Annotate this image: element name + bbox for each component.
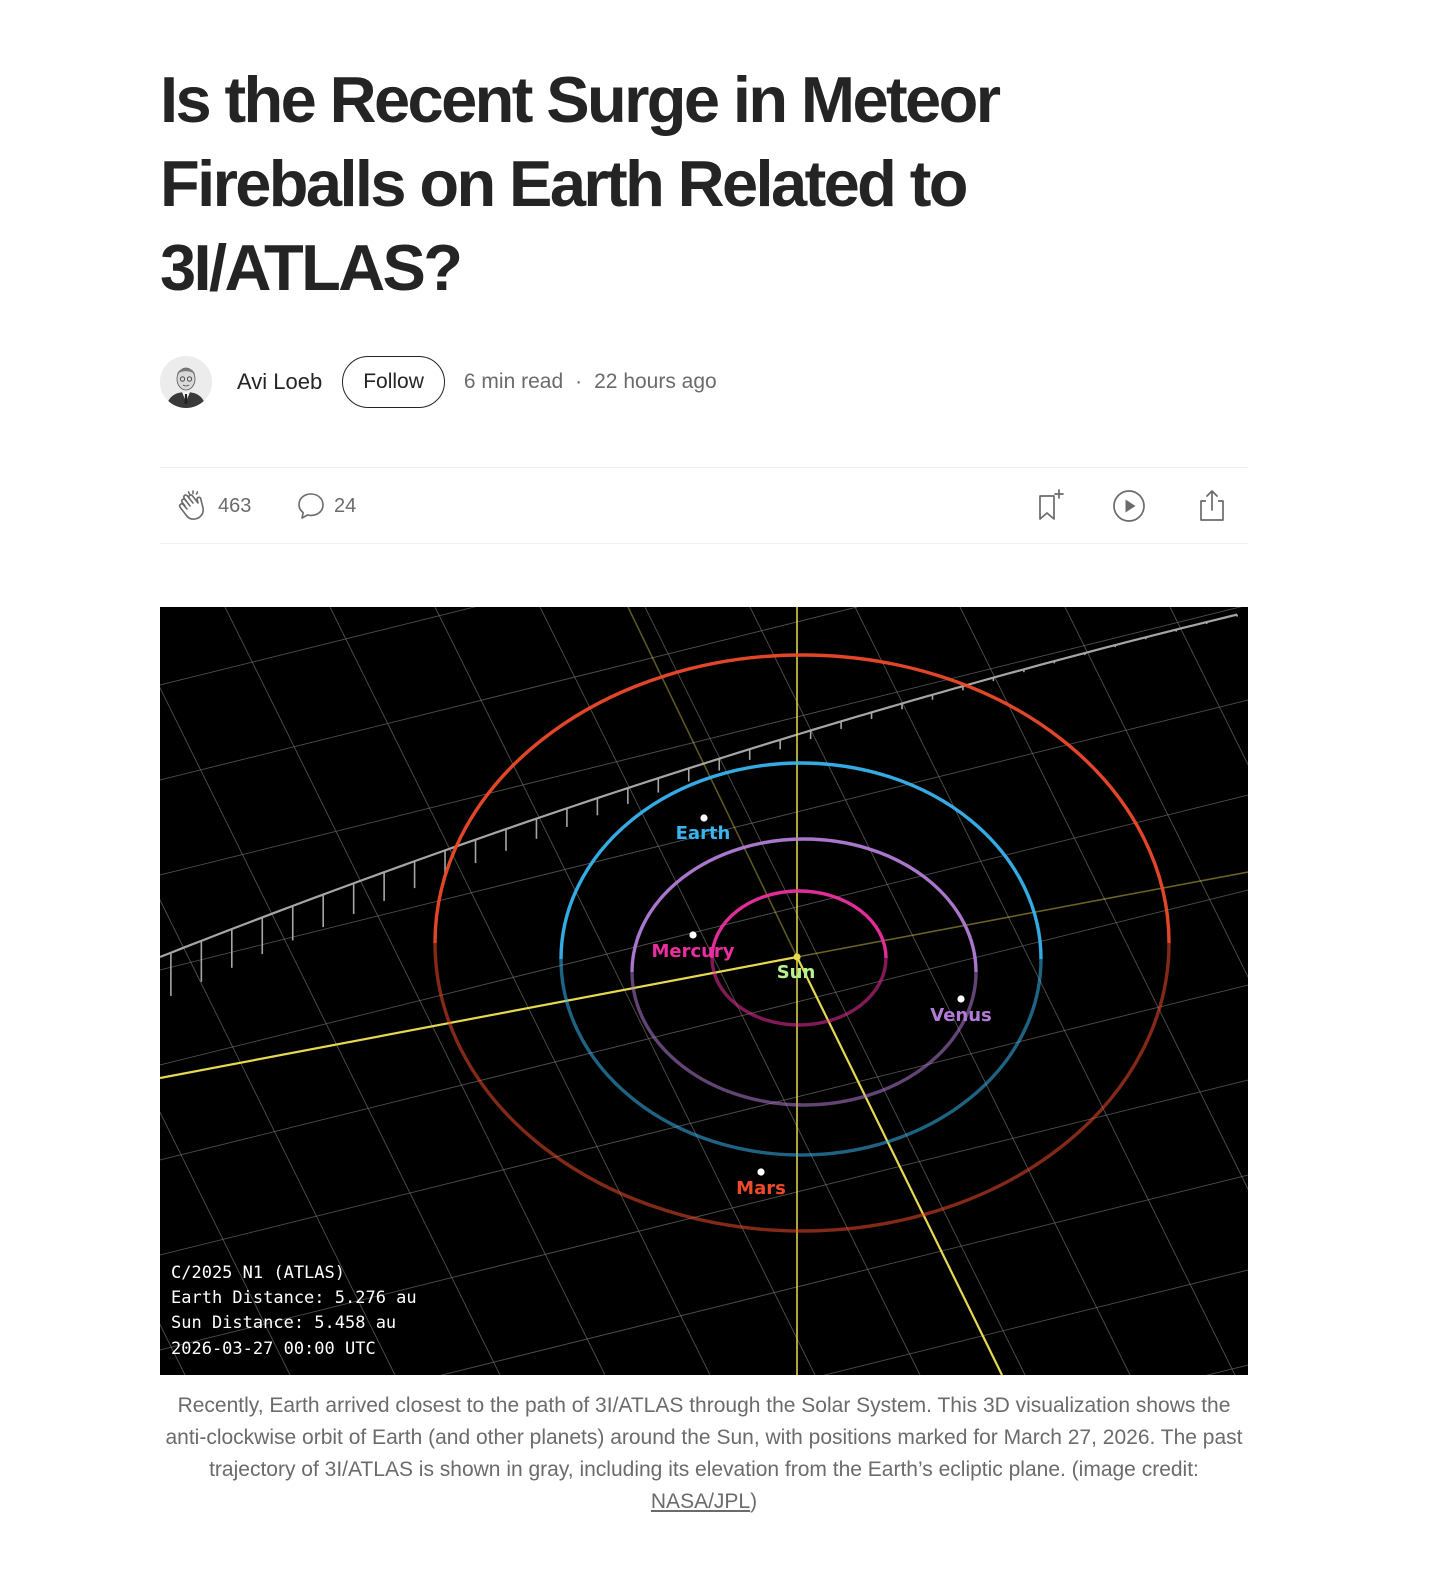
article-action-bar	[160, 467, 1248, 544]
author-avatar[interactable]	[160, 356, 212, 408]
figure-caption	[158, 1390, 1250, 1518]
planet-orbits	[435, 655, 1169, 1231]
published-time: 22 hours ago	[594, 370, 717, 393]
grid-line	[1065, 607, 1248, 1375]
grid-line	[160, 1365, 1248, 1375]
author-name[interactable]: Avi Loeb	[237, 369, 323, 394]
grid-line	[750, 607, 1130, 1375]
grid-line	[160, 607, 1248, 685]
grid-line	[1170, 607, 1248, 1375]
atlas-trajectory	[160, 615, 1237, 996]
label-mercury: Mercury	[651, 941, 735, 962]
read-time: 6 min read	[463, 370, 564, 393]
clap-icon	[176, 489, 210, 523]
share-button[interactable]	[1196, 486, 1228, 526]
grid-line	[225, 607, 605, 1375]
grid-line	[160, 985, 1248, 1255]
ecliptic-axes	[160, 607, 1248, 1375]
sun-marker	[793, 953, 800, 960]
play-icon	[1112, 489, 1146, 523]
grid-line	[330, 607, 710, 1375]
follow-button[interactable]: Follow	[342, 356, 445, 408]
comments-button[interactable]	[296, 486, 356, 526]
grid-line	[160, 607, 185, 1375]
grid-line	[160, 607, 1248, 780]
grid-line	[160, 607, 290, 1375]
y-axis-negative	[628, 607, 797, 957]
share-icon	[1196, 488, 1228, 524]
article-title: Is the Recent Surge in Meteor Fireballs on Earth Related to 3I/ATLAS?	[160, 63, 999, 304]
venus-orbit-far	[632, 972, 976, 1105]
grid-line	[160, 890, 1248, 1160]
grid-line	[540, 607, 920, 1375]
readout-sun-distance: Sun Distance: 5.458 au	[171, 1313, 397, 1333]
label-earth: Earth	[675, 823, 731, 844]
caption-text: Recently, Earth arrived closest to the path of 3I/ATLAS through the Solar System. This 3D visualization shows the anti-clockwise orbit of Earth (and other planets) around the Sun, with positions marked for March 27, 2026. The past trajectory of 3I/ATLAS is shown in gray, including its elevation from the Earth’s ecliptic plane. (image credit:	[165, 1394, 1243, 1481]
meta-separator: ·	[575, 370, 583, 393]
x-axis-positive	[160, 957, 797, 1078]
clap-button[interactable]	[176, 486, 251, 526]
caption-suffix: )	[750, 1490, 758, 1513]
caption-credit-link[interactable]: NASA/JPL	[650, 1490, 751, 1513]
mercury-marker	[689, 931, 696, 938]
grid-line	[160, 607, 500, 1375]
earth-marker	[700, 814, 707, 821]
solar-system-visualization	[160, 607, 1248, 1375]
orbit-diagram	[160, 607, 1248, 1375]
earth-orbit-near	[561, 763, 1041, 959]
mercury-orbit-near	[712, 891, 886, 958]
avatar-image	[160, 356, 212, 408]
readout-object: C/2025 N1 (ATLAS)	[171, 1263, 345, 1283]
readout-timestamp: 2026-03-27 00:00 UTC	[171, 1339, 376, 1359]
comment-icon	[296, 491, 326, 521]
venus-marker	[957, 995, 964, 1002]
grid-line	[160, 1080, 1248, 1350]
grid-line	[960, 607, 1248, 1375]
bookmark-add-icon	[1034, 488, 1066, 524]
mars-orbit-far	[435, 943, 1169, 1231]
comment-count: 24	[334, 494, 357, 517]
ecliptic-grid	[160, 607, 1248, 1375]
readout-earth-distance: Earth Distance: 5.276 au	[171, 1288, 417, 1308]
grid-line	[160, 607, 395, 1375]
label-venus: Venus	[930, 1005, 992, 1026]
listen-button[interactable]	[1112, 486, 1146, 526]
label-sun: Sun	[776, 962, 816, 983]
grid-line	[855, 607, 1235, 1375]
label-mars: Mars	[736, 1178, 786, 1199]
grid-line	[435, 607, 815, 1375]
clap-count: 463	[218, 494, 252, 517]
mars-marker	[757, 1168, 764, 1175]
bookmark-button[interactable]	[1034, 486, 1066, 526]
byline	[160, 354, 717, 410]
mars-orbit-near	[435, 655, 1169, 943]
